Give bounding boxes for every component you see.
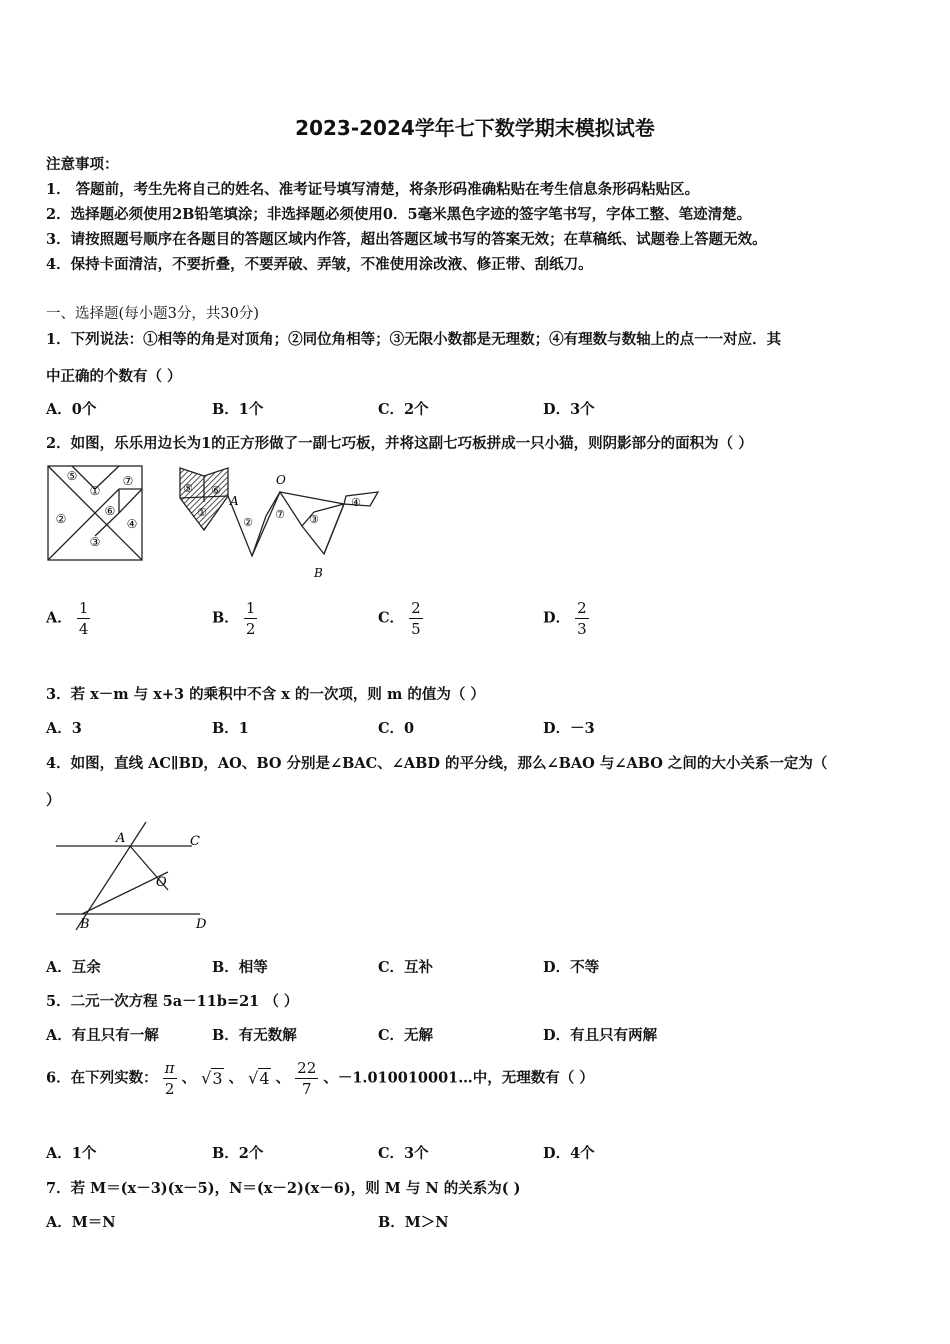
q1-text-line1: 1．下列说法：①相等的角是对顶角；②同位角相等；③无限小数都是无理数；④有理数与数轴上的点一一对应．其 xyxy=(46,331,782,348)
q6-text xyxy=(46,1058,594,1099)
q6-fraction-22-over-7 xyxy=(295,1058,318,1099)
q3-option-a: A．3 xyxy=(46,720,82,737)
q6-frac-den: 7 xyxy=(295,1078,318,1099)
q2-option-a-fraction xyxy=(77,598,91,639)
q6-sqrt-4: √4 xyxy=(248,1068,270,1088)
fig4-point-A: A xyxy=(116,831,126,846)
q2-option-c-letter: C． xyxy=(378,609,405,627)
q5-option-c: C．无解 xyxy=(378,1027,434,1044)
cat-label-3: ③ xyxy=(309,513,319,526)
q2-option-b xyxy=(212,598,257,639)
q6-option-d: D．4个 xyxy=(543,1145,595,1162)
fig4-point-D: D xyxy=(196,917,207,932)
q2-option-a-num: 1 xyxy=(78,599,89,617)
q6-sep-3: 、 xyxy=(275,1069,291,1087)
q6-sep-2: 、 xyxy=(228,1069,244,1087)
q1-option-a: A．0个 xyxy=(46,401,97,418)
q4-option-c: C．互补 xyxy=(378,959,434,976)
q4-option-a: A．互余 xyxy=(46,959,101,976)
cat-label-2: ② xyxy=(243,516,253,529)
q6-frac-num: 22 xyxy=(297,1059,317,1077)
q3-option-d: D．－3 xyxy=(543,720,595,737)
q2-option-a xyxy=(46,598,90,639)
notice-item-2: 2．选择题必须使用2B铅笔填涂；非选择题必须使用0．5毫米黑色字迹的签字笔书写，字体工整、笔迹清楚。 xyxy=(46,206,752,223)
cat-point-B: B xyxy=(314,566,323,580)
q6-sep-1: 、 xyxy=(181,1069,197,1087)
q4-text-line1: 4．如图，直线 AC∥BD，AO、BO 分别是∠BAC、∠ABD 的平分线，那么∠BAO 与∠ABO 之间的大小关系一定为（ xyxy=(46,755,828,772)
q7-option-a: A．M＝N xyxy=(46,1214,116,1231)
q5-option-b: B．有无数解 xyxy=(212,1027,297,1044)
cat-label-5: ⑤ xyxy=(183,482,193,495)
section-heading: 一、选择题(每小题3分，共30分) xyxy=(46,306,259,322)
label-piece-7: ⑦ xyxy=(122,474,134,488)
q4-option-b: B．相等 xyxy=(212,959,268,976)
q2-option-d xyxy=(543,598,589,639)
q2-option-b-fraction xyxy=(244,598,258,639)
q6-pi-den: 2 xyxy=(163,1078,177,1099)
parallel-lines-drawing xyxy=(56,822,200,930)
cat-label-7: ⑦ xyxy=(275,508,285,521)
q1-option-b: B．1个 xyxy=(212,401,264,418)
q2-option-d-num: 2 xyxy=(577,599,587,617)
fig4-point-B: B xyxy=(80,917,90,932)
label-piece-6: ⑥ xyxy=(104,504,116,518)
q3-option-b: B．1 xyxy=(212,720,249,737)
q6-prefix: 6．在下列实数： xyxy=(46,1069,158,1087)
label-piece-5: ⑤ xyxy=(66,469,78,483)
notice-item-3: 3．请按照题号顺序在各题目的答题区域内作答，超出答题区域书写的答案无效；在草稿纸、试题卷上答题无效。 xyxy=(46,231,767,248)
q5-option-d: D．有且只有两解 xyxy=(543,1027,658,1044)
notice-item-4: 4．保持卡面清洁，不要折叠，不要弄破、弄皱，不准使用涂改液、修正带、刮纸刀。 xyxy=(46,256,593,273)
q6-pi-num: π xyxy=(164,1059,175,1077)
q7-option-b: B．M＞N xyxy=(378,1214,449,1231)
cat-label-4: ④ xyxy=(351,496,361,509)
q6-option-a: A．1个 xyxy=(46,1145,97,1162)
label-piece-2: ② xyxy=(55,512,67,526)
q6-option-c: C．3个 xyxy=(378,1145,429,1162)
fig4-point-O: O xyxy=(156,875,167,890)
notice-heading: 注意事项： xyxy=(46,156,119,173)
q2-option-b-num: 1 xyxy=(245,599,256,617)
q3-option-c: C．0 xyxy=(378,720,415,737)
q2-text: 2．如图，乐乐用边长为1的正方形做了一副七巧板，并将这副七巧板拼成一只小猫，则阴影部分的面积为（ ） xyxy=(46,435,753,452)
q6-sqrt-3-value: 3 xyxy=(212,1068,223,1088)
cat-label-6: ⑥ xyxy=(211,484,221,497)
q1-option-c: C．2个 xyxy=(378,401,429,418)
cat-point-O: O xyxy=(276,473,286,487)
q2-option-c-den: 5 xyxy=(411,620,421,638)
cat-label-1: ① xyxy=(197,506,207,519)
label-piece-1: ① xyxy=(89,484,101,498)
q4-option-d: D．不等 xyxy=(543,959,600,976)
q2-option-c xyxy=(378,598,423,639)
label-piece-3: ③ xyxy=(89,535,101,549)
notice-item-1: 1． 答题前，考生先将自己的姓名、准考证号填写清楚，将条形码准确粘贴在考生信息条形码粘贴区。 xyxy=(46,181,700,198)
q1-option-d: D．3个 xyxy=(543,401,595,418)
q2-option-a-den: 4 xyxy=(78,620,89,638)
fig4-point-C: C xyxy=(190,834,200,849)
q2-option-b-letter: B． xyxy=(212,609,239,627)
q3-text: 3．若 x－m 与 x+3 的乘积中不含 x 的一次项，则 m 的值为（ ） xyxy=(46,686,485,703)
q6-sqrt-3: √3 xyxy=(201,1068,223,1088)
q2-option-d-fraction xyxy=(575,598,589,639)
parallel-lines-figure xyxy=(50,818,220,938)
q2-option-d-den: 3 xyxy=(577,620,587,638)
q7-text: 7．若 M＝(x－3)(x－5)，N＝(x－2)(x－6)，则 M 与 N 的关系为( ) xyxy=(46,1180,521,1197)
q2-option-c-num: 2 xyxy=(411,599,421,617)
cat-point-A: A xyxy=(230,494,239,508)
tangram-figure xyxy=(44,462,384,584)
label-piece-4: ④ xyxy=(126,517,138,531)
q6-sqrt-4-value: 4 xyxy=(259,1068,270,1088)
page-title: 2023-2024学年七下数学期末模拟试卷 xyxy=(295,116,655,140)
q4-text-line2: ） xyxy=(46,792,61,809)
q6-option-b: B．2个 xyxy=(212,1145,264,1162)
q2-option-c-fraction xyxy=(409,598,423,639)
q2-option-b-den: 2 xyxy=(245,620,256,638)
q6-suffix: 、－1.010010001…中，无理数有（ ） xyxy=(323,1069,594,1087)
q6-fraction-pi-over-2 xyxy=(163,1058,177,1099)
q2-option-a-letter: A． xyxy=(46,609,72,627)
q5-text: 5．二元一次方程 5a－11b=21 （ ） xyxy=(46,993,299,1010)
q1-text-line2: 中正确的个数有（ ） xyxy=(46,368,182,385)
q5-option-a: A．有且只有一解 xyxy=(46,1027,159,1044)
q2-option-d-letter: D． xyxy=(543,609,571,627)
